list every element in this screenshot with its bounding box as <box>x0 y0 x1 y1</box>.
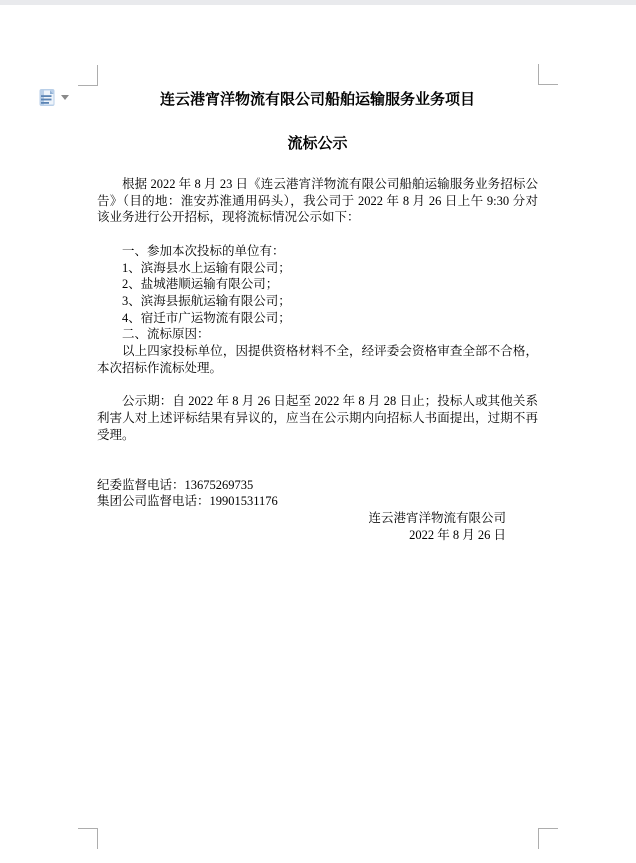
intro-line: 根据 2022 年 8 月 23 日《连云港宵洋物流有限公司船舶运输服务业务招标公 <box>122 177 538 191</box>
doc-title: 连云港宵洋物流有限公司船舶运输服务业务项目 <box>159 92 475 108</box>
crop-mark-top-right <box>538 64 558 85</box>
blank-line <box>97 226 538 243</box>
intro-line: 该业务进行公开招标，现将流标情况公示如下： <box>97 210 360 225</box>
document-body <box>97 85 538 543</box>
publicity-line: 受理。 <box>97 427 135 442</box>
blank-line <box>97 443 538 460</box>
bidder-item: 1、滨海县水上运输有限公司； <box>122 260 291 275</box>
intro-line: 告》（目的地：淮安苏淮通用码头），我公司于 2022 年 8 月 26 日上午 9:30 分对 <box>97 193 538 208</box>
document-icon <box>39 88 56 107</box>
doc-paragraphs <box>97 176 538 543</box>
document-page <box>0 5 636 863</box>
phone-discipline: 纪委监督电话：13675269735 <box>97 477 254 492</box>
signature-company: 连云港宵洋物流有限公司 <box>368 511 506 525</box>
crop-mark-top-left <box>78 65 98 86</box>
section1-heading: 一、参加本次投标的单位有： <box>122 243 285 258</box>
blank-line <box>97 460 538 477</box>
publicity-line: 公示期：自 2022 年 8 月 26 日起至 2022 年 8 月 28 日止；投标人或其他关系 <box>122 394 538 409</box>
doc-subtitle: 流标公示 <box>287 136 348 152</box>
bidder-item: 4、宿迁市广运物流有限公司； <box>122 310 291 325</box>
publicity-line: 利害人对上述评标结果有异议的，应当在公示期内向招标人书面提出，过期不再 <box>97 410 538 425</box>
reason-line: 本次招标作流标处理。 <box>97 360 223 375</box>
blank-line <box>97 376 538 393</box>
crop-mark-bottom-left <box>78 828 98 849</box>
phone-group: 集团公司监督电话：19901531176 <box>97 494 278 509</box>
reason-line: 以上四家投标单位，因提供资格材料不全，经评委会资格审查全部不合格， <box>122 344 538 359</box>
paste-options-dropdown-icon[interactable] <box>61 95 69 100</box>
bidder-item: 3、滨海县振航运输有限公司； <box>122 293 291 308</box>
crop-mark-bottom-right <box>538 828 558 849</box>
section2-heading: 二、流标原因： <box>122 327 210 342</box>
bidder-item: 2、盐城港顺运输有限公司； <box>122 277 279 292</box>
paste-options-button[interactable] <box>39 86 73 108</box>
signature-date: 2022 年 8 月 26 日 <box>409 527 506 542</box>
